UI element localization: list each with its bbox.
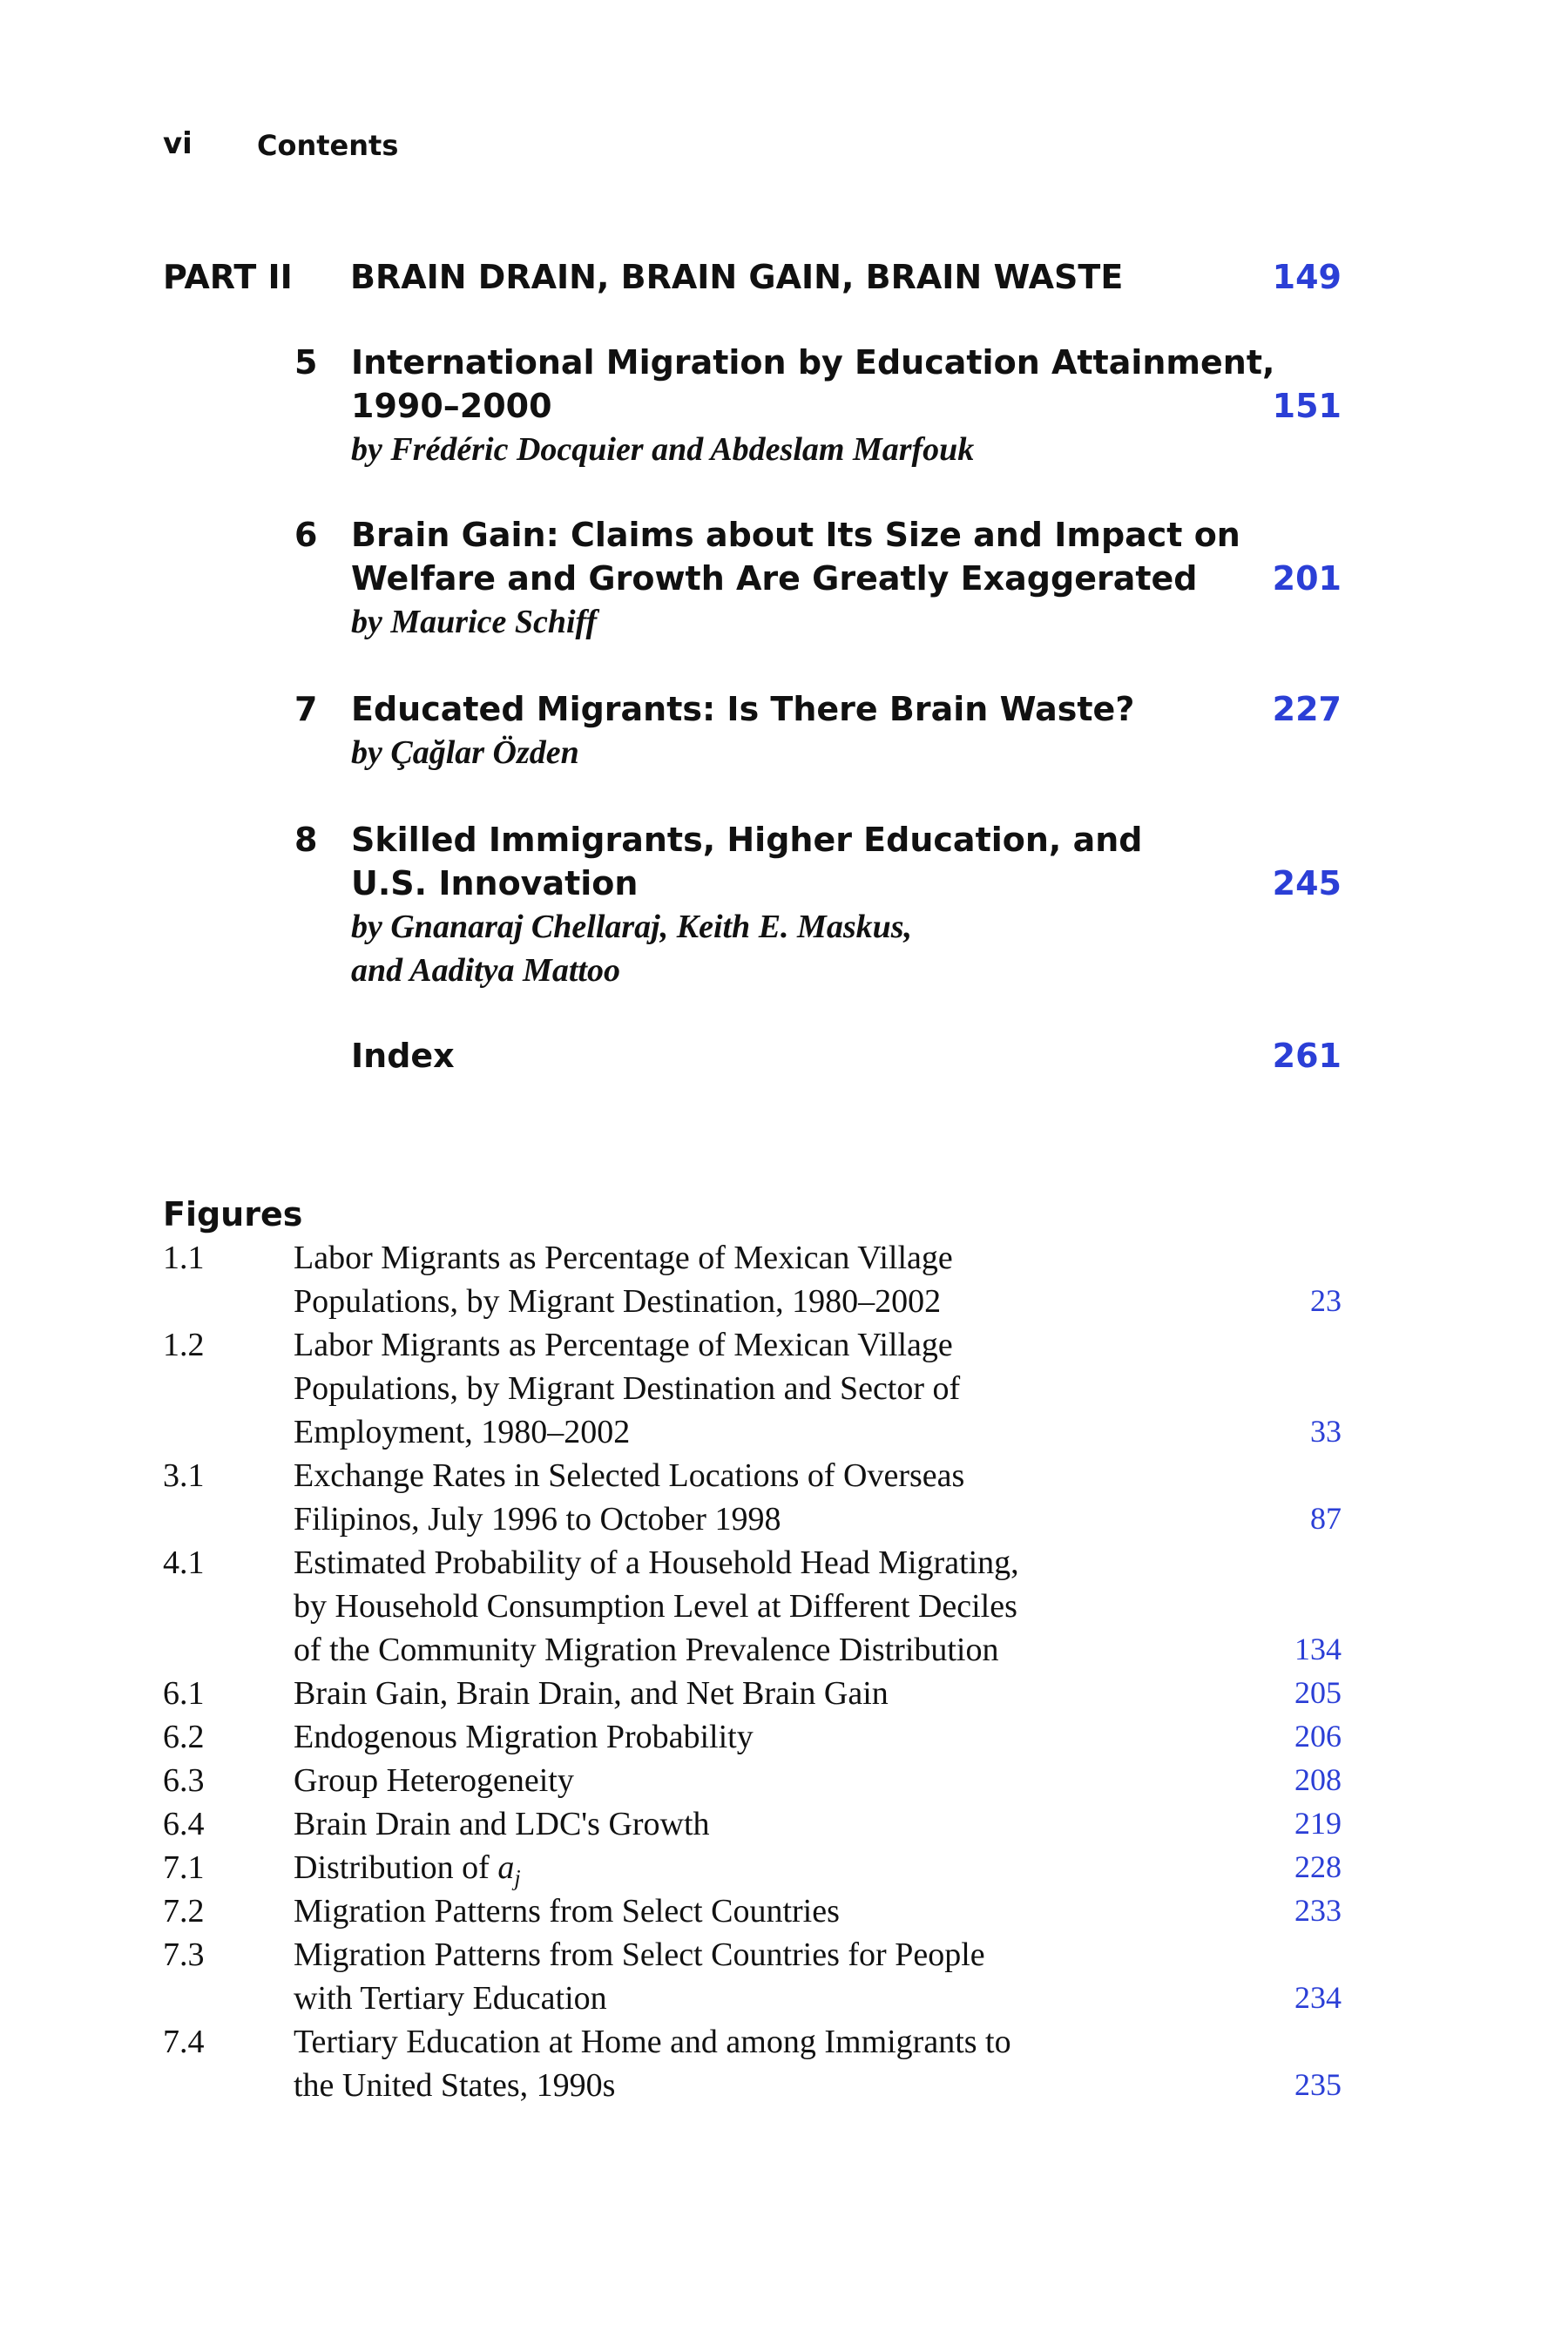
figure-title-line: Populations, by Migrant Destination and Sector of <box>294 1370 961 1407</box>
figure-title-line: by Household Consumption Level at Different Deciles <box>294 1588 1017 1625</box>
chapter-author: by Maurice Schiff <box>351 604 598 640</box>
chapter-title-line: Welfare and Growth Are Greatly Exaggerated <box>351 559 1198 598</box>
index-label: Index <box>351 1037 455 1075</box>
figure-title-line: of the Community Migration Prevalence Distribution <box>294 1632 999 1668</box>
part-title: BRAIN DRAIN, BRAIN GAIN, BRAIN WASTE <box>350 258 1124 296</box>
figure-title-line: with Tertiary Education <box>294 1980 607 2017</box>
chapter-title-line: 1990–2000 <box>351 387 552 425</box>
figure-number: 7.1 <box>163 1849 205 1886</box>
chapter-page-link[interactable]: 245 <box>1272 864 1342 902</box>
figure-page-link[interactable]: 206 <box>1294 1719 1342 1754</box>
chapter-author: by Gnanaraj Chellaraj, Keith E. Maskus, <box>351 909 913 945</box>
figure-page-link[interactable]: 23 <box>1310 1283 1342 1318</box>
figures-heading: Figures <box>163 1195 303 1233</box>
figure-title-line: Endogenous Migration Probability <box>294 1719 754 1755</box>
figure-title-line: Employment, 1980–2002 <box>294 1414 631 1450</box>
figure-title-line: Populations, by Migrant Destination, 1980–2002 <box>294 1283 942 1320</box>
figure-page-link[interactable]: 33 <box>1310 1414 1342 1449</box>
chapter-number: 6 <box>294 516 318 554</box>
chapter-title-line: Skilled Immigrants, Higher Education, and <box>351 821 1143 859</box>
part-label: PART II <box>163 258 293 296</box>
figure-title-line: Estimated Probability of a Household Head Migrating, <box>294 1544 1019 1581</box>
figure-page-link[interactable]: 219 <box>1294 1806 1342 1841</box>
figure-number: 6.3 <box>163 1762 205 1799</box>
running-header-title: Contents <box>257 129 399 162</box>
chapter-author: and Aaditya Mattoo <box>351 952 620 989</box>
part-page-link[interactable]: 149 <box>1272 258 1342 296</box>
figure-page-link[interactable]: 208 <box>1294 1762 1342 1797</box>
chapter-author: by Frédéric Docquier and Abdeslam Marfouk <box>351 431 975 468</box>
index-page-link[interactable]: 261 <box>1272 1037 1342 1075</box>
figure-page-link[interactable]: 87 <box>1310 1501 1342 1536</box>
figure-page-link[interactable]: 234 <box>1294 1980 1342 2015</box>
figure-number: 7.3 <box>163 1936 205 1973</box>
page-number: vi <box>163 126 193 161</box>
chapter-page-link[interactable]: 201 <box>1272 559 1342 598</box>
figure-page-link[interactable]: 235 <box>1294 2067 1342 2102</box>
chapter-title-line: International Migration by Education Attainment, <box>351 343 1275 382</box>
chapter-author: by Çağlar Özden <box>351 734 579 771</box>
chapter-title-line: U.S. Innovation <box>351 864 639 902</box>
figure-page-link[interactable]: 134 <box>1294 1632 1342 1666</box>
figure-title-line: Migration Patterns from Select Countries <box>294 1893 840 1930</box>
figure-title-line: Brain Drain and LDC's Growth <box>294 1806 710 1842</box>
figure-title-line: Labor Migrants as Percentage of Mexican Village <box>294 1327 953 1363</box>
figure-title-line: Group Heterogeneity <box>294 1762 574 1799</box>
figure-number: 6.4 <box>163 1806 205 1842</box>
figure-title-line: Brain Gain, Brain Drain, and Net Brain Gain <box>294 1675 889 1712</box>
figure-number: 1.2 <box>163 1327 205 1363</box>
figure-number: 1.1 <box>163 1240 205 1276</box>
figure-title-text: Distribution of <box>294 1849 498 1886</box>
chapter-number: 8 <box>294 821 318 859</box>
figure-title-line: Migration Patterns from Select Countries for People <box>294 1936 985 1973</box>
chapter-page-link[interactable]: 227 <box>1272 690 1342 728</box>
chapter-page-link[interactable]: 151 <box>1272 387 1342 425</box>
figure-title-line: Exchange Rates in Selected Locations of Overseas <box>294 1457 965 1494</box>
figure-page-link[interactable]: 205 <box>1294 1675 1342 1710</box>
chapter-title-line: Educated Migrants: Is There Brain Waste? <box>351 690 1135 728</box>
figure-page-link[interactable]: 233 <box>1294 1893 1342 1928</box>
figure-title-line: Filipinos, July 1996 to October 1998 <box>294 1501 781 1538</box>
figure-number: 4.1 <box>163 1544 205 1581</box>
figure-number: 3.1 <box>163 1457 205 1494</box>
figure-number: 7.2 <box>163 1893 205 1930</box>
math-variable: a <box>497 1849 515 1886</box>
math-subscript: j <box>514 1865 521 1891</box>
figure-title-line: Labor Migrants as Percentage of Mexican Village <box>294 1240 953 1276</box>
chapter-title-line: Brain Gain: Claims about Its Size and Impact on <box>351 516 1240 554</box>
figure-page-link[interactable]: 228 <box>1294 1849 1342 1884</box>
chapter-number: 7 <box>294 690 318 728</box>
figure-title-line: Tertiary Education at Home and among Immigrants to <box>294 2024 1011 2060</box>
figure-number: 6.2 <box>163 1719 205 1755</box>
figure-number: 7.4 <box>163 2024 205 2060</box>
figure-title-line <box>294 1848 521 1892</box>
figure-title-line: the United States, 1990s <box>294 2067 616 2104</box>
figure-number: 6.1 <box>163 1675 205 1712</box>
chapter-number: 5 <box>294 343 318 382</box>
